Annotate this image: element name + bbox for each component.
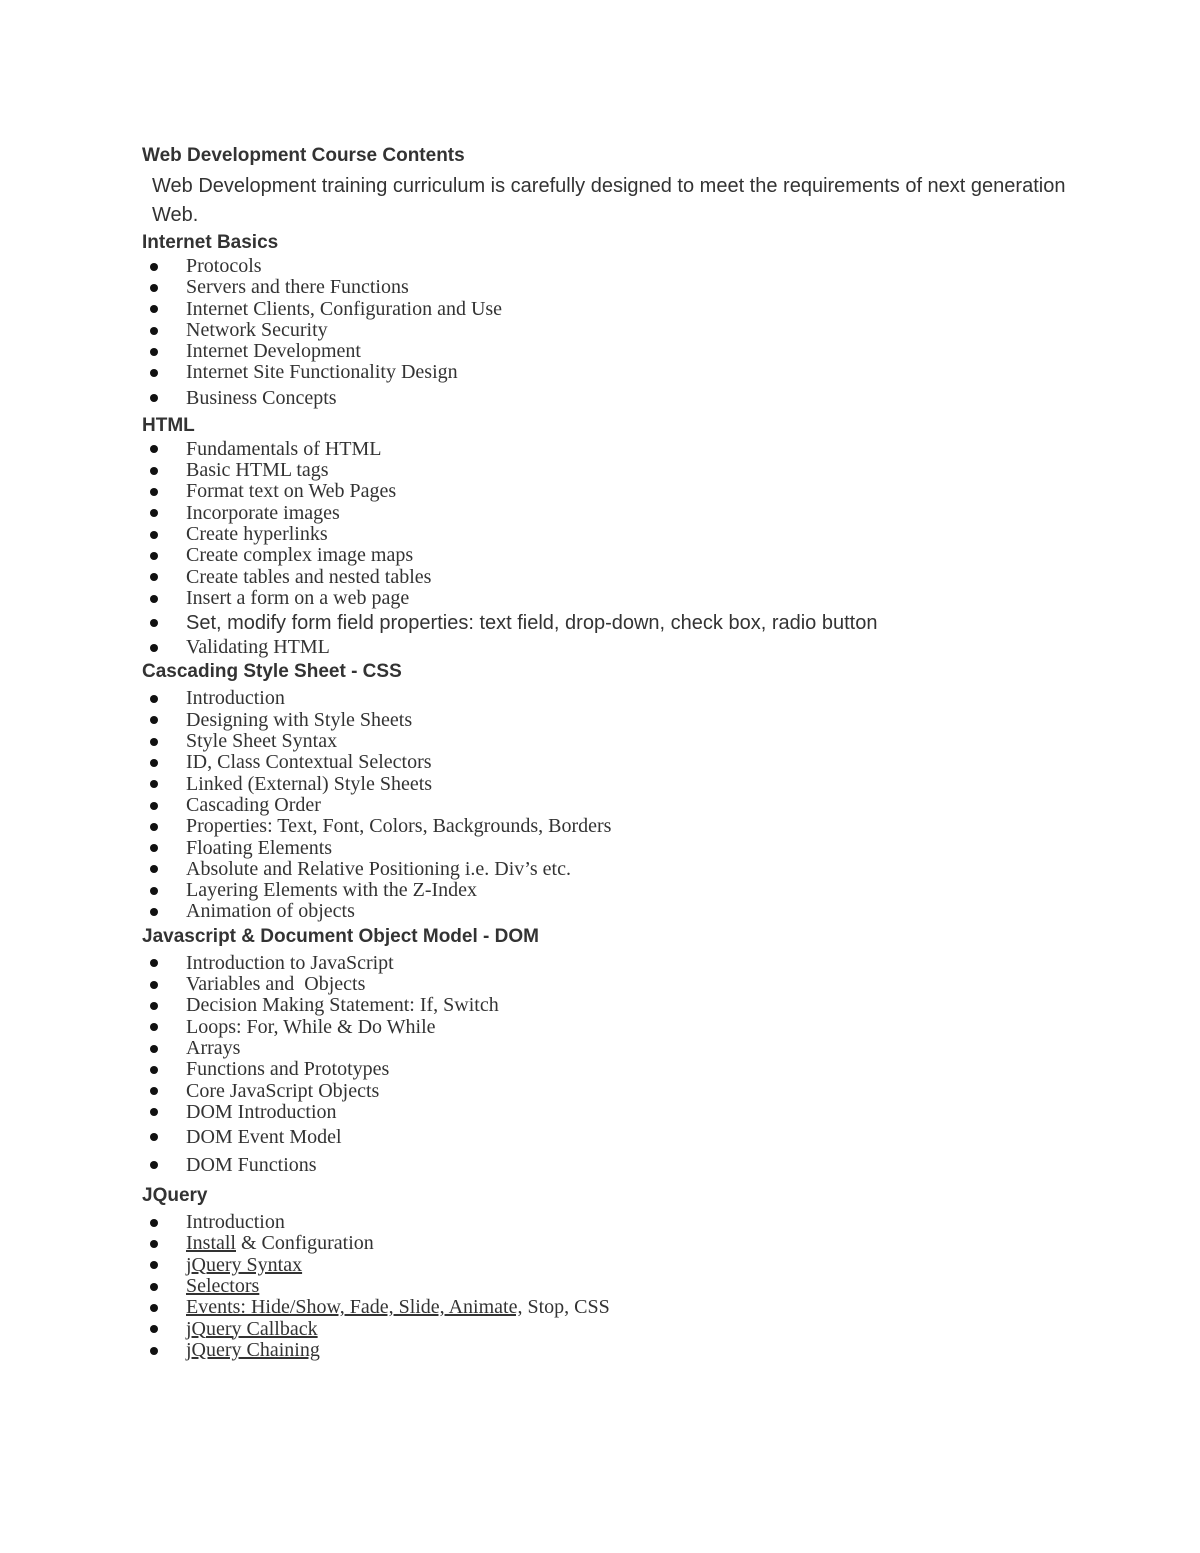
- list-item: Servers and there Functions: [142, 277, 1082, 298]
- bullet-icon: [150, 887, 158, 895]
- list-item: Insert a form on a web page: [142, 588, 1082, 609]
- list-item: Business Concepts: [142, 384, 1082, 412]
- list-item: [142, 1340, 1082, 1361]
- list-item: DOM Event Model: [142, 1123, 1082, 1151]
- list-item: Cascading Order: [142, 795, 1082, 816]
- section-jquery: [142, 1183, 1082, 1361]
- section-heading: Internet Basics: [142, 232, 279, 253]
- section-css: [142, 659, 1082, 922]
- bullet-icon: [150, 348, 158, 356]
- install-link[interactable]: Install: [186, 1232, 236, 1255]
- list-item: Create tables and nested tables: [142, 567, 1082, 588]
- list-item: Functions and Prototypes: [142, 1059, 1082, 1080]
- list-item: Format text on Web Pages: [142, 481, 1082, 502]
- jquery-chaining-link[interactable]: jQuery Chaining: [186, 1338, 320, 1361]
- bullet-icon: [150, 844, 158, 852]
- section-javascript-dom: [142, 924, 1082, 1179]
- section-heading: HTML: [142, 414, 195, 436]
- list-item: Create hyperlinks: [142, 524, 1082, 545]
- bullet-icon: [150, 595, 158, 603]
- list-item: Designing with Style Sheets: [142, 710, 1082, 731]
- list-item: [142, 1255, 1082, 1276]
- list-item: Set, modify form field properties: text field, drop-down, check box, radio button: [142, 609, 1082, 637]
- list-item: DOM Introduction: [142, 1102, 1082, 1123]
- bullet-icon: [150, 394, 158, 402]
- list-item: Network Security: [142, 320, 1082, 341]
- list-item: Absolute and Relative Positioning i.e. Div’s etc.: [142, 859, 1082, 880]
- list-item: Introduction to JavaScript: [142, 953, 1082, 974]
- bullet-icon: [150, 780, 158, 788]
- list-item: Decision Making Statement: If, Switch: [142, 995, 1082, 1016]
- list-item: Protocols: [142, 256, 1082, 277]
- jquery-callback-link[interactable]: jQuery Callback: [186, 1317, 318, 1340]
- section-heading: Javascript & Document Object Model - DOM: [142, 925, 539, 947]
- list-item: Linked (External) Style Sheets: [142, 774, 1082, 795]
- bullet-icon: [150, 1325, 158, 1333]
- bullet-icon: [150, 1133, 158, 1141]
- bullet-icon: [150, 908, 158, 916]
- topic-list: [142, 439, 1082, 659]
- bullet-icon: [150, 1108, 158, 1116]
- bullet-icon: [150, 865, 158, 873]
- bullet-icon: [150, 759, 158, 767]
- list-item: Internet Clients, Configuration and Use: [142, 299, 1082, 320]
- bullet-icon: [150, 531, 158, 539]
- list-item: Style Sheet Syntax: [142, 731, 1082, 752]
- bullet-icon: [150, 1087, 158, 1095]
- list-item: Validating HTML: [142, 637, 1082, 658]
- bullet-icon: [150, 1023, 158, 1031]
- section-html: [142, 413, 1082, 659]
- list-item: ID, Class Contextual Selectors: [142, 752, 1082, 773]
- list-item: Layering Elements with the Z-Index: [142, 880, 1082, 901]
- list-item: Fundamentals of HTML: [142, 439, 1082, 460]
- list-item: DOM Functions: [142, 1151, 1082, 1179]
- bullet-icon: [150, 1002, 158, 1010]
- section-heading: JQuery: [142, 1185, 208, 1207]
- bullet-icon: [150, 695, 158, 703]
- list-item: Loops: For, While & Do While: [142, 1017, 1082, 1038]
- list-item: Core JavaScript Objects: [142, 1081, 1082, 1102]
- bullet-icon: [150, 1161, 158, 1169]
- document-page: [142, 143, 1082, 1361]
- list-item: Animation of objects: [142, 901, 1082, 922]
- bullet-icon: [150, 1066, 158, 1074]
- topic-list: [142, 256, 1082, 412]
- bullet-icon: [150, 552, 158, 560]
- list-item: Create complex image maps: [142, 545, 1082, 566]
- list-item: Introduction: [142, 1212, 1082, 1233]
- list-item: Install & Configuration: [142, 1233, 1082, 1254]
- topic-list: [142, 688, 1082, 922]
- bullet-icon: [150, 573, 158, 581]
- bullet-icon: [150, 263, 158, 271]
- bullet-icon: [150, 1045, 158, 1053]
- list-item: [142, 1276, 1082, 1297]
- jquery-syntax-link[interactable]: jQuery Syntax: [186, 1253, 303, 1276]
- bullet-icon: [150, 445, 158, 453]
- bullet-icon: [150, 644, 158, 652]
- bullet-icon: [150, 327, 158, 335]
- list-item: Events: Hide/Show, Fade, Slide, Animate, Stop, CSS: [142, 1297, 1082, 1318]
- bullet-icon: [150, 1240, 158, 1248]
- bullet-icon: [150, 369, 158, 377]
- list-item: Arrays: [142, 1038, 1082, 1059]
- list-item: Internet Development: [142, 341, 1082, 362]
- section-heading: Cascading Style Sheet - CSS: [142, 661, 402, 683]
- bullet-icon: [150, 1261, 158, 1269]
- document-title: Web Development Course Contents: [142, 145, 465, 166]
- bullet-icon: [150, 467, 158, 475]
- list-item: Basic HTML tags: [142, 460, 1082, 481]
- list-item: [142, 1319, 1082, 1340]
- topic-list: [142, 1212, 1082, 1361]
- list-item: Incorporate images: [142, 503, 1082, 524]
- bullet-icon: [150, 1283, 158, 1291]
- bullet-icon: [150, 305, 158, 313]
- bullet-icon: [150, 802, 158, 810]
- bullet-icon: [150, 284, 158, 292]
- list-item: Internet Site Functionality Design: [142, 362, 1082, 383]
- bullet-icon: [150, 981, 158, 989]
- bullet-icon: [150, 716, 158, 724]
- bullet-icon: [150, 959, 158, 967]
- bullet-icon: [150, 1219, 158, 1227]
- section-internet-basics: [142, 230, 1082, 412]
- bullet-icon: [150, 823, 158, 831]
- bullet-icon: [150, 509, 158, 517]
- bullet-icon: [150, 488, 158, 496]
- events-link[interactable]: Events: Hide/Show, Fade, Slide, Animate,: [186, 1296, 523, 1319]
- bullet-icon: [150, 738, 158, 746]
- list-item: Introduction: [142, 688, 1082, 709]
- list-item: Variables and Objects: [142, 974, 1082, 995]
- topic-list: [142, 953, 1082, 1179]
- selectors-link[interactable]: Selectors: [186, 1274, 260, 1297]
- list-item: Properties: Text, Font, Colors, Backgrounds, Borders: [142, 816, 1082, 837]
- intro-paragraph: Web Development training curriculum is carefully designed to meet the requirements of next generation Web.: [152, 175, 1066, 226]
- bullet-icon: [150, 1304, 158, 1312]
- list-item: Floating Elements: [142, 838, 1082, 859]
- bullet-icon: [150, 619, 158, 627]
- bullet-icon: [150, 1347, 158, 1355]
